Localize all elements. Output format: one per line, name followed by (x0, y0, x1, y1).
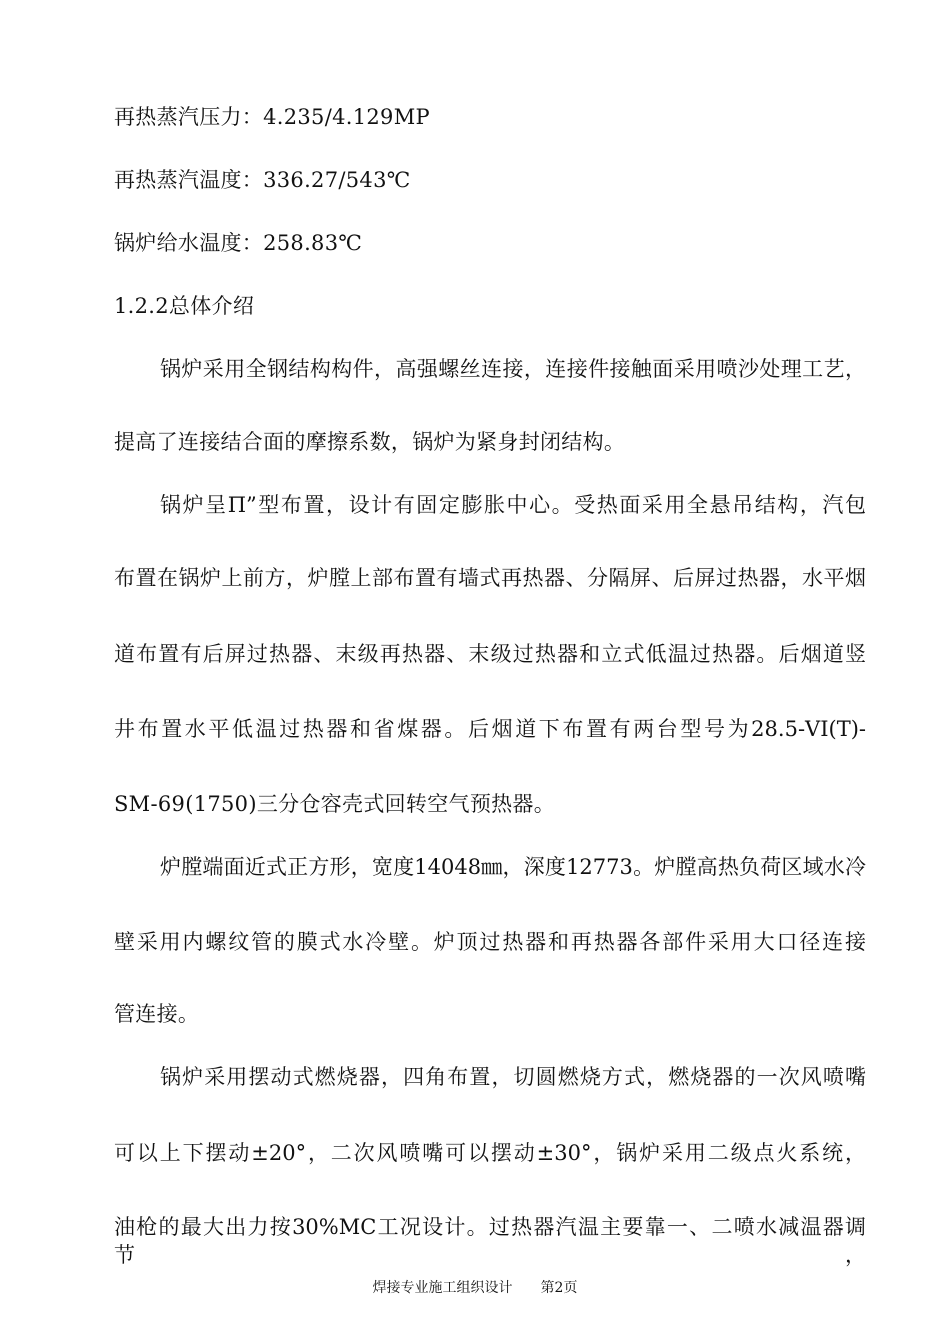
paragraph-line: 锅炉采用摆动式燃烧器，四角布置，切圆燃烧方式，燃烧器的一次风喷嘴 (160, 1065, 866, 1089)
paragraph-line: 道布置有后屏过热器、末级再热器、末级过热器和立式低温过热器。后烟道竖 (114, 642, 866, 666)
footer-title: 焊接专业施工组织设计 (372, 1280, 513, 1296)
paragraph-line: 提高了连接结合面的摩擦系数，锅炉为紧身封闭结构。 (114, 430, 626, 454)
paragraph-line: 井布置水平低温过热器和省煤器。后烟道下布置有两台型号为28.5-VI(T)- (114, 717, 866, 741)
footer-page-number: 第2页 (540, 1280, 578, 1296)
spec-reheat-pressure: 再热蒸汽压力：4.235/4.129MP (114, 105, 430, 129)
paragraph-line: 锅炉呈Π”型布置，设计有固定膨胀中心。受热面采用全悬吊结构，汽包 (160, 493, 866, 517)
paragraph-line: 壁采用内螺纹管的膜式水冷壁。炉顶过热器和再热器各部件采用大口径连接 (114, 930, 866, 954)
paragraph-line: 管连接。 (114, 1002, 200, 1026)
paragraph-line: 油枪的最大出力按30%MC工况设计。过热器汽温主要靠一、二喷水减温器调节， (114, 1215, 866, 1267)
paragraph-line: 炉膛端面近式正方形，宽度14048㎜，深度12773。炉膛高热负荷区域水冷 (160, 855, 866, 879)
spec-feedwater-temperature: 锅炉给水温度：258.83℃ (114, 231, 363, 255)
paragraph-line: 布置在锅炉上前方，炉膛上部布置有墙式再热器、分隔屏、后屏过热器，水平烟 (114, 566, 866, 590)
page-footer (0, 1278, 950, 1298)
paragraph-line: SM-69(1750)三分仓容壳式回转空气预热器。 (114, 792, 556, 816)
spec-reheat-temperature: 再热蒸汽温度：336.27/543℃ (114, 168, 411, 192)
paragraph-line: 可以上下摆动±20°，二次风喷嘴可以摆动±30°，锅炉采用二级点火系统， (114, 1141, 866, 1165)
section-heading: 1.2.2总体介绍 (114, 294, 255, 318)
paragraph-line: 锅炉采用全钢结构构件，高强螺丝连接，连接件接触面采用喷沙处理工艺， (160, 357, 866, 381)
